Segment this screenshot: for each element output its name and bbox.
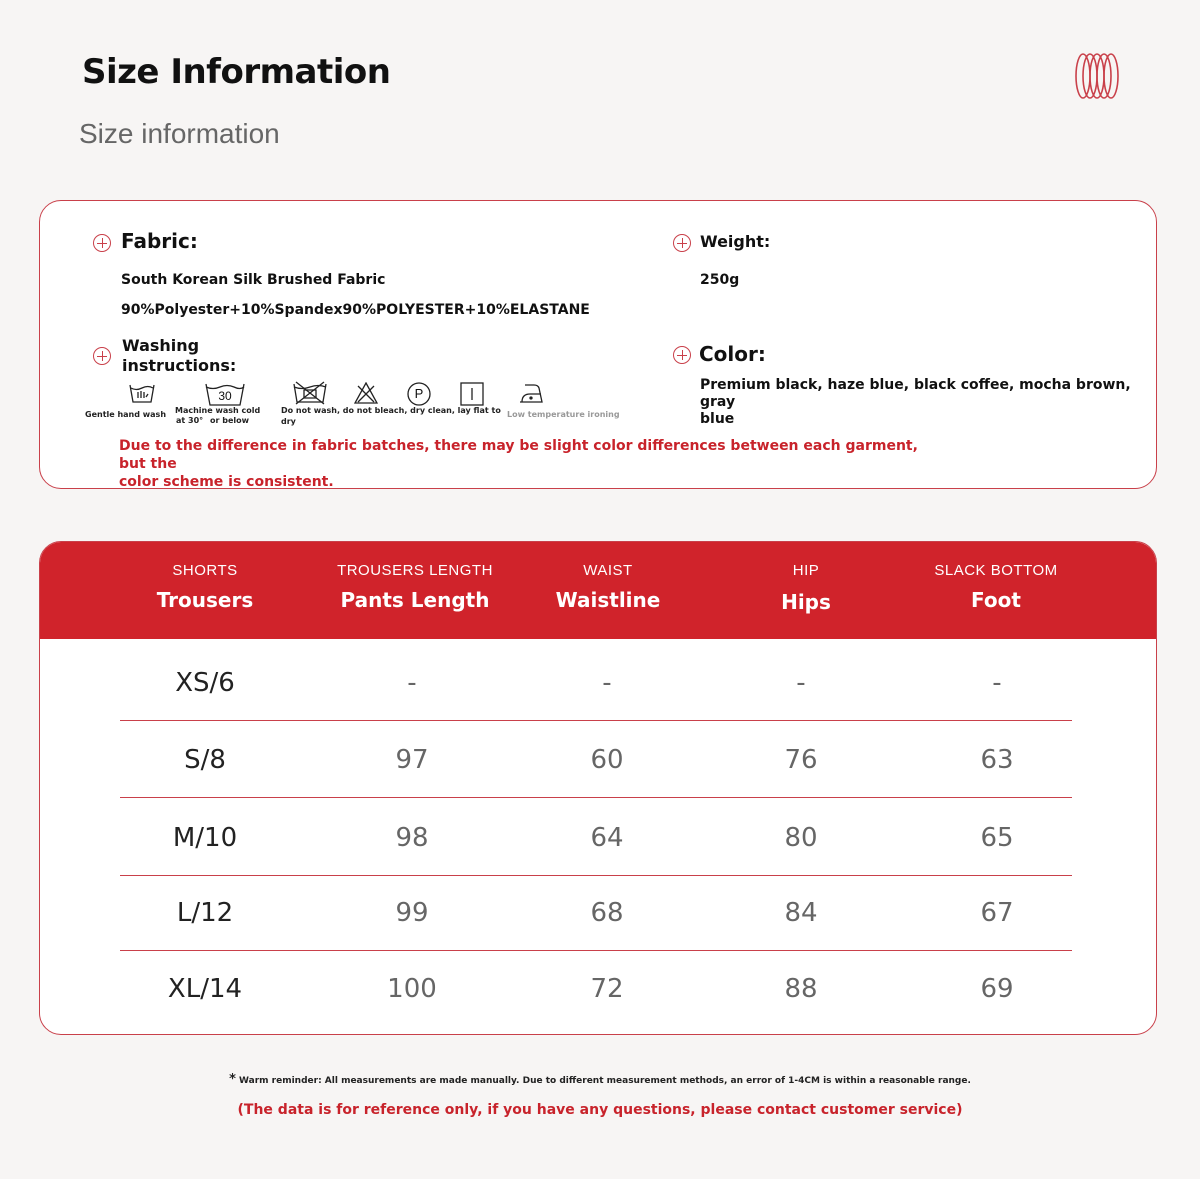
measurement-note [0,1072,1200,1087]
weight-value: 250g [700,272,740,288]
size-cell: XS/6 [175,668,235,698]
page-subtitle: Size information [79,118,280,149]
low-iron-caption: Low temperature ironing [507,410,620,419]
hand-wash-icon [128,381,156,405]
column-header-label: Trousers [156,588,254,612]
color-disclaimer [119,437,939,491]
waistline-cell: 72 [590,974,624,1004]
size-cell: L/12 [176,898,234,928]
waistline-cell: - [602,668,612,698]
wash-temperature: 30 [218,389,232,403]
hips-cell: 84 [784,898,818,928]
size-cell: S/8 [184,745,226,775]
machine-wash-caption-below: or below [210,416,250,425]
do-not-wash-caption-2: dry [281,417,296,426]
column-header-label: Hips [781,590,831,614]
color-value-line1: Premium black, haze blue, black coffee, mocha brown, gray [700,377,1131,410]
foot-cell: 63 [980,745,1014,775]
color-label: Color: [699,342,766,366]
product-info-card [39,200,1157,489]
hips-cell: 80 [784,823,818,853]
machine-wash-caption-temp: at 30° [176,416,204,425]
plus-circle-icon [673,346,691,364]
column-header-en: HIP [792,562,820,579]
column-header-label: Foot [971,588,1021,612]
reference-note: (The data is for reference only, if you have any questions, please contact customer service) [237,1102,963,1118]
washing-label-line1: Washing [122,336,200,355]
pants-length-cell: 97 [395,745,429,775]
hips-cell: 76 [784,745,818,775]
waistline-cell: 68 [590,898,624,928]
table-header [40,542,1156,639]
column-header-en: SHORTS [172,562,238,579]
hips-cell: - [796,668,806,698]
table-row [120,951,1072,1027]
fabric-name: South Korean Silk Brushed Fabric [121,272,386,288]
pants-length-cell: 98 [395,823,429,853]
foot-cell: 65 [980,823,1014,853]
column-header-en: WAIST [583,562,633,579]
lay-flat-dry-icon [460,382,484,406]
pants-length-cell: 99 [395,898,429,928]
fabric-label: Fabric: [121,229,198,253]
color-disclaimer-line2: color scheme is consistent. [119,474,334,490]
do-not-bleach-icon [354,382,378,404]
table-row [120,645,1072,721]
foot-cell: 69 [980,974,1014,1004]
hand-wash-caption: Gentle hand wash [85,410,167,419]
do-not-wash-caption: Do not wash, do not bleach, dry clean, lay flat to [281,406,501,415]
fabric-composition: 90%Polyester+10%Spandex90%POLYESTER+10%ELASTANE [121,302,590,318]
hips-cell: 88 [784,974,818,1004]
plus-circle-icon [93,234,111,252]
foot-cell: - [992,668,1002,698]
page-title: Size Information [82,52,391,92]
table-row [120,722,1072,798]
color-value [700,377,1140,428]
column-header-en: SLACK BOTTOM [934,562,1058,579]
waistline-cell: 64 [590,823,624,853]
do-not-wash-icon [290,380,330,406]
plus-circle-icon [673,234,691,252]
table-row [120,800,1072,876]
dry-clean-letter: P [414,386,424,401]
column-header-en: TROUSERS LENGTH [337,562,493,579]
size-cell: XL/14 [167,974,243,1004]
weight-label: Weight: [700,232,771,251]
machine-wash-caption: Machine wash cold [175,406,261,415]
size-cell: M/10 [172,823,238,853]
low-iron-icon [517,382,545,404]
waistline-cell: 60 [590,745,624,775]
pants-length-cell: 100 [387,974,437,1004]
ring-coil-logo-icon [1072,52,1122,100]
column-header-label: Pants Length [340,588,490,612]
star-icon: * [229,1072,236,1087]
foot-cell: 67 [980,898,1014,928]
color-disclaimer-line1: Due to the difference in fabric batches, there may be slight color differences between each garment, but the [119,438,918,472]
color-value-line2: blue [700,411,735,427]
row-divider [120,797,1072,798]
column-header-label: Waistline [555,588,661,612]
washing-label [122,336,236,376]
table-row [120,875,1072,951]
row-divider [120,720,1072,721]
size-table [39,541,1157,1035]
pants-length-cell: - [407,668,417,698]
measurement-note-text: Warm reminder: All measurements are made manually. Due to different measurement methods, an error of 1-4CM is within a reasonable range. [239,1076,971,1086]
plus-circle-icon [93,347,111,365]
washing-label-line2: instructions: [122,356,237,375]
